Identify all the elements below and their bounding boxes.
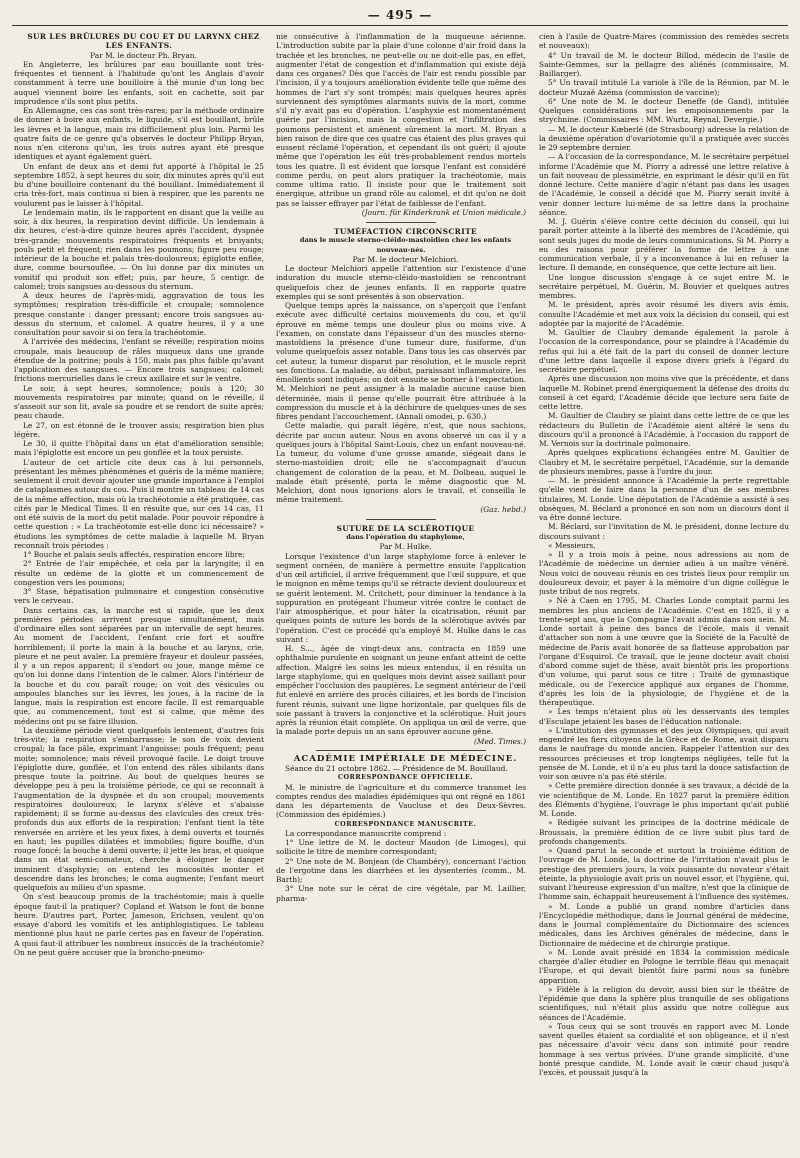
article-subtitle: dans le muscle sterno-cléido-mastoïdien chez les enfants nouveau-nés.	[299, 236, 512, 254]
paragraph: Le lendemain matin, ils le rapportent en disant que la veille au soir, à dix heures, la respiration devint difficile. Un lendemain à dix heures, c'est-à-dire quinze heures après l'accident, dyspnée très-grande; mouvements respiratoires fréquents et bruyants; pouls petit et fréquent; rien dans les poumons; figure peu rouge; intérieur de la bouche et palais très-douloureux; épiglotte enflée, dure, comme boursouflée. — On lui donne par dix minutes un vomitif qui produit son effet; puis, par heure, 5 centigr. de calomel; trois sangsues au-dessous du sternum.	[14, 207, 264, 291]
paragraph: M. le ministre de l'agriculture et du commerce transmet les comptes rendus des maladies épidémiques qui ont régné en 1861 dans les départements de Vaucluse et des Deux-Sèvres. (Commission des épidémies.)	[276, 782, 526, 820]
list-item: 1° Bouche et palais seuls affectés, respiration encore libre;	[23, 550, 246, 559]
column-1	[14, 32, 264, 1148]
paragraph: A l'arrivée des médecins, l'enfant se réveille; respiration moins croupale, mais beaucoup de râles muqueux dans une grande étendue de la poitrine; pouls à 150, mais pas plus faible qu'avant l'application des sangsues. — Encore trois sangsues; calomel; frictions mercurielles dans le creux axillaire et sur le ventre.	[14, 337, 264, 384]
paragraph: Après quelques explications échangées entre M. Gaultier de Claubry et M. le secrétaire perpétuel, l'Académie, sur la demande de plusieurs membres, passe à l'ordre du jour.	[539, 448, 789, 476]
list-item: 5° Un travail intitulé La variole à l'île de la Réunion, par M. le docteur Muzaë Azéma (commission de vaccine);	[539, 78, 789, 97]
speech-paragraph: » M. Londe avait présidé en 1834 la commission médicale chargée d'aller étudier en Pologne le terrible fléau qui menaçait l'Europe, et qui devait bientôt faire parmi nous sa funèbre apparition.	[539, 947, 789, 985]
paragraph: En Angleterre, les brûlures par eau bouillante sont très-fréquentes et tiennent à l'habitude qu'ont les Anglais d'avoir constamment à terre une bouilloire à thé munie d'un long bec auquel viennent boire les enfants, soit en cachette, soit par imprudence s'ils sont plus petits.	[14, 59, 264, 106]
list-item: 1° Une lettre de M. le docteur Maudon (de Limoges), qui sollicite le titre de membre correspondant;	[276, 838, 526, 857]
paragraph: En Allemagne, ces cas sont très-rares; par la méthode ordinaire de donner à boire aux enfants, le liquide, s'il est bouillant, brûle les lèvres et la langue, mais ira difficilement plus loin. Parmi les quatre faits de ce genre qu'a observés le docteur Philipp Bryan, nous n'en citerons qu'un, les trois autres ayant été presque identiques et ayant également guéri.	[14, 106, 264, 162]
paragraph: Le 30, il quitte l'hôpital dans un état d'amélioration sensible; mais l'épiglotte est encore un peu gonflée et la toux persiste.	[14, 439, 264, 458]
header-rule	[12, 25, 788, 26]
list-item: 3° Stase, hépatisation pulmonaire et congestion consécutive vers le cerveau.	[14, 587, 264, 606]
paragraph: H. S..., âgée de vingt-deux ans, contracta en 1859 une ophthalmie purulente en soignant un jeune enfant atteint de cette affection. Malgré les soins les mieux entendus, il en résulta un large staphylome, qui en quelques mois devint assez saillant pour empêcher l'occlusion des paupières. Le segment antérieur de l'œil fut enlevé en arrière des procès ciliaires, et les bords de l'incision furent réunis, suivant une ligne horizontale, par quelques fils de soie passant à travers la conjonctive et la sclérotique. Huit jours après la réunion était complète. On appliqua un œil de verre, que la malade porte depuis un an sans éprouver aucune gêne.	[276, 644, 526, 737]
paragraph: M. Gaultier de Claubry demande également la parole à l'occasion de la correspondance, pour se plaindre à l'Académie du refus qui lui a été fait de la part du conseil de donner lecture d'une lettre dans laquelle il expose divers griefs à l'égard du secrétaire perpétuel.	[539, 328, 789, 374]
speech-paragraph: » Les temps n'étaient plus où les desservants des temples d'Esculape jetaient les bases de l'éducation nationale.	[539, 707, 789, 726]
paragraph: Après une discussion non moins vive que la précédente, et dans laquelle M. Robinet prend énergiquement la défense des droits du conseil à cet égard, l'Académie décide que lecture sera faite de cette lettre.	[539, 374, 789, 411]
article-title-burns: SUR LES BRÛLURES DU COU ET DU LARYNX CHEZ LES ENFANTS.	[27, 32, 260, 51]
academy-heading: ACADÉMIE IMPÉRIALE DE MÉDECINE.	[293, 753, 518, 764]
list-item: 2° Entrée de l'air empêchée, et cela par la laryngite; il en résulte un œdème de la glotte et un commencement de congestion vers les poumons;	[14, 559, 264, 587]
paragraph: A deux heures de l'après-midi, aggravation de tous les symptômes; respiration très-difficile et croupale; somnolence presque constante : danger pressant; encore trois sangsues au-dessus du sternum, et calomel. A quatre heures, il y a une consultation pour savoir si on fera la trachéotomie.	[14, 291, 264, 337]
paragraph: Le soir, à sept heures, somnolence; pouls à 120; 30 mouvements respiratoires par minute; quand on le réveille, il s'asseoit sur son lit, avale sa poudre et se rendort de suite après; peau chaude.	[14, 383, 264, 421]
paragraph: Cette maladie, qui paraît légère, n'est, que nous sachions, décrite par aucun auteur. Nous en avons observé un cas il y a quelques jours à l'hôpital Saint-Louis, chez un enfant nouveau-né. La tumeur, du volume d'une grosse amande, siégeait dans le sterno-mastoïdien droit; elle ne s'accompagnait d'aucun changement de coloration de la peau, et M. Dolbeau, auquel le malade était présenté, porta le même diagnostic que M. Melchiori, dont nous ignorions alors le travail, et conseilla le même traitement.	[276, 421, 526, 505]
paragraph: cien à l'asile de Quatre-Mares (commission des remèdes secrets et nouveaux);	[539, 32, 789, 51]
paragraph: Une longue discussion s'engage à ce sujet entre M. le secrétaire perpétuel, M. Guérin, M. Bouvier et quelques autres membres.	[539, 272, 789, 300]
article-separator	[366, 222, 436, 223]
paragraph: nie consécutive à l'inflammation de la muqueuse aérienne. L'introduction subite par la plaie d'une colonne d'air froid dans la trachée et les bronches, ne peut-elle ou ne doit-elle pas, en effet, augmenter l'état de congestion et d'inflammation qui existe déjà dans ces organes? Dès que l'accès de l'air est rendu possible par l'incision, il y a toujours amélioration évidente telle que même des hommes de l'art s'y sont trompés; mais quelques heures après surviennent des symptômes alarmants suivis de la mort, comme s'il n'y avait pas eu d'opération. L'asphyxie est momentanément guérie par l'incision, mais la congestion et l'infiltration des poumons persistent et amènent sûrement la mort. M. Bryan a bien raison de dire que ces quatre cas étaient des plus graves qui eussent réclamé l'opération, et cependant ils ont guéri; il ajoute même que l'opération les eût très-probablement rendus mortels tous les quatre. Il est évident que lorsque l'enfant est considéré comme perdu, on peut alors pratiquer la trachéotomie, mais comme ultima ratio. Il insiste pour que le traitement soit énergique, attribue un grand rôle au calomel, et dit qu'on ne doit pas se laisser effrayer par l'état de faiblesse de l'enfant.	[276, 32, 526, 208]
list-item: 4° Un travail de M. le docteur Billod, médecin de l'asile de Sainte-Gemmes, sur la pellagre des aliénés (commissaire, M. Baillarger).	[539, 50, 789, 78]
source-citation: (Journ. für Kinderkrank et Union médicale.)	[361, 207, 526, 217]
speech-paragraph: » Né à Caen en 1795, M. Charles Londe comptait parmi les membres les plus anciens de l'Académie. C'est en 1825, il y a trente-sept ans, que la Compagnie l'avait admis dans son sein. M. Londe sortait à peine des bancs de l'école, mais il venait d'attacher son nom à une œuvre que la Société de la Faculté de médecine de Paris avait honorée de sa flatteuse approbation par l'organe d'Esquirol. Ce travail, que le jeune docteur avait choisi d'abord comme sujet de thèse, avait bientôt pris les proportions d'un volume, qui parut sous ce titre : Traité de gymnastique médicale, ou de l'exercice appliqué aux organes de l'homme, d'après les lois de la physiologie, de l'hygiène et de la thérapeutique.	[539, 596, 789, 707]
paragraph: M. Béclard, sur l'invitation de M. le président, donne lecture du discours suivant :	[539, 522, 789, 541]
paragraph: — M. le docteur Kœberlé (de Strasbourg) adresse la relation de la deuxième opération d'ovariotomie qu'il a pratiquée avec succès le 29 septembre dernier.	[539, 124, 789, 152]
article-title-suture: SUTURE DE LA SCLÉROTIQUE	[336, 523, 475, 533]
section-heading-manuscript: CORRESPONDANCE MANUSCRITE.	[334, 819, 477, 828]
speech-paragraph: » Quand parut la seconde et surtout la troisième édition de l'ouvrage de M. Londe, la doctrine de l'irritation n'avait plus le prestige des premiers jours, la voix puissante du novateur s'était éteinte, la physiologie avait pris un nouvel essor, et l'hygiène, qui, suivant l'heureuse expression d'un maître, n'est que la clinique de l'homme sain, échappait heureusement à l'influence des systèmes.	[539, 846, 789, 902]
speech-paragraph: » M. Londe a publié un grand nombre d'articles dans l'Encyclopédie méthodique, dans le Journal général de médecine, dans le Journal complémentaire du Dictionnaire des sciences médicales, dans les Archives générales de médecine, dans le Dictionnaire de médecine et de chirurgie pratique.	[539, 901, 789, 948]
column-3	[539, 32, 789, 1148]
paragraph: On s'est beaucoup promis de la trachéotomie; mais à quelle époque faut-il la pratiquer? Copland et Watson le font de bonne heure. D'autres part, Porter, Jameson, Erichsen, veulent qu'on essaye d'abord les vomitifs et les antiphlogistiques. Le tableau mentionné plus haut ne parle certes pas en faveur de l'opération. A quoi faut-il attribuer les nombreux insuccès de la trachéotomie? On ne peut guère accuser que la broncho-pneumo-	[14, 892, 264, 957]
list-item: 6° Une note de M. le docteur Deneffe (de Gand), intitulée Quelques considérations sur les empoisonnements par la strychnine. (Commissaires : MM. Wurtz, Reynal, Devergie.)	[539, 96, 789, 125]
speech-paragraph: » Cette première direction donnée à ses travaux, a décidé de la vie scientifique de M. Londe. En 1827 parut la première édition des Éléments d'hygiène, l'ouvrage le plus important qu'ait publié M. Londe.	[539, 781, 789, 818]
list-item: 3° Une note sur le cérat de cire végétale, par M. Laillier, pharma-	[276, 884, 526, 903]
paragraph: Lorsque l'existence d'un large staphylome force à enlever le segment cornéen, de manière à permettre ensuite l'application d'un œil artificiel, il arrive fréquemment que l'œil suppure, et que le moignon en même temps qu'il se rétracte devient douloureux et se guérit lentement. M. Critchett, pour diminuer la tendance à la suppuration en protégeant l'humeur vitrée contre le contact de l'air atmosphérique, et pour hâter la cicatrisation, réunit par quelques points de suture les bords de la sclérotique avivés par l'opération. C'est ce procédé qu'a employé M. Hulke dans le cas suivant :	[276, 551, 526, 644]
speech-paragraph: » Tous ceux qui se sont trouvés en rapport avec M. Londe savent quelles étaient sa cordialité et son obligeance, et il n'est pas nécessaire d'avoir vécu dans son intimité pour rendre hommage à ses vertus privées. D'une grande simplicité, d'une bonté presque candide, M. Londe avait le cœur chaud jusqu'à l'excès, et poussait jusqu'à la	[539, 1021, 789, 1077]
paragraph: L'auteur de cet article cite deux cas à lui personnels, présentant les mêmes phénomènes et guéris de la même manière; seulement il croit devoir ajouter une grande importance à l'emploi de cataplasmes autour du cou. Puis il montre un tableau de 14 cas de la même affection, mais où la trachéotomie a été pratiquée, cas cités par le Medical Times. Il en résulte que, sur ces 14 cas, 11 ont été suivis de la mort du petit malade. Pour pouvoir répondre à cette question : « La trachéotomie est-elle donc ici nécessaire? » étudions les symptômes de cette maladie à laquelle M. Bryan reconnaît trois périodes :	[14, 457, 264, 550]
speech-paragraph: » L'institution des gymnases et des jeux Olympiques, qui avait engendré les fiers citoyens de la Grèce et de Rome, avait disparu dans le naufrage du monde ancien. Rappeler l'attention sur des ressources précieuses et trop longtemps négligées, telle fut la pensée de M. Londe, et il n'a eu plus tard la douce satisfaction de voir son œuvre n'a pas été stérile.	[539, 725, 789, 781]
section-separator	[316, 750, 486, 751]
source-citation: (Gaz. hebd.)	[480, 504, 526, 514]
paragraph: Le 27, on est étonné de le trouver assis; respiration bien plus légère.	[14, 420, 264, 439]
paragraph: Dans certains cas, la marche est si rapide, que les deux premières périodes arrivent presque simultanément, mais d'ordinaire elles sont séparées par un intervalle de sept heures. Au moment de l'accident, l'enfant crie fort et souffre horriblement; il porte la main à la bouche et au larynx, crie, pleure et ne peut avaler. La première frayeur et douleur passées, il y a un repos apparent; il s'endort ou joue, mange même ce qu'on lui donne dans l'intention de le calmer. Alors l'intérieur de la bouche et du cou paraît rouge; on voit des vésicules ou ampoules blanches sur les lèvres, les joues, à la racine de la langue, mais la respiration est encore facile. Il est remarquable que, au commencement, tout est si calme, que même des médecins ont pu se faire illusion.	[14, 605, 264, 726]
section-heading-official: CORRESPONDANCE OFFICIELLE.	[337, 773, 474, 782]
speech-paragraph: » Rédigée suivant les principes de la doctrine médicale de Broussais, la première édition de ce livre subit plus tard de profonds changements.	[539, 818, 789, 846]
paragraph: — A l'occasion de la correspondance, M. le secrétaire perpétuel informe l'Académie que M. Piorry a adressé une lettre relative à un fait nouveau de plessimétrie, en exprimant le désir qu'il en fût donné lecture. Cette manière d'agir n'étant pas dans les usages de l'Académie, le conseil a décidé que M. Piorry serait invité à venir donner lecture lui-même de sa lettre dans la prochaine séance.	[539, 152, 789, 217]
source-citation: (Med. Times.)	[474, 736, 526, 746]
paragraph: M. le président, après avoir résumé les divers avis émis, consulte l'Académie et met aux voix la décision du conseil, qui est adoptée par la majorité de l'Académie.	[539, 300, 789, 328]
speech-paragraph: « Messieurs,	[548, 540, 596, 550]
paragraph: La deuxième période vient quelquefois lentement, d'autres fois très-vite; la respiration s'embarrasse; le son de voix devient croupal; la face pâle, exprimant l'angoisse; pouls fréquent; peau moite; somnolence; mais réveil provoqué facile. Le doigt trouve l'épiglotte dure, gonflée, et l'on entend des râles sibilants dans presque toute la poitrine. Au bout de quelques heures se développe peu à peu la troisième période, ce qui se reconnaît à l'augmentation de la dyspnée et du son croupal; mouvements respiratoires douloureux; le larynx s'élève et s'abaisse rapidement; il se forme au-dessus des clavicules des creux très-profonds dus aux efforts de la respiration; l'enfant tient la tête renversée en arrière et les yeux fixes, à demi ouverts et tournés en haut; les pupilles dilatées et immobiles; figure bouffie, d'un rouge foncé; la bouche à demi ouverte; il jette les bras, et quoique dans un état semi-comateux, cherche à éloigner le danger imminent d'asphyxie; on entend les mucosités monter et descendre dans les bronches; le coma augmente; l'enfant meurt quelquefois au milieu d'un spasme.	[14, 725, 264, 892]
paragraph: Le docteur Melchiori appelle l'attention sur l'existence d'une induration du muscle sterno-cléido-mastoïdien se rencontrant quelquefois chez de jeunes enfants. Il en rapporte quatre exemples qui se sont présentés à son observation.	[276, 264, 526, 301]
article-byline-hulke: Par M. Hulke.	[379, 542, 432, 552]
article-title-tumefaction: TUMÉFACTION CIRCONSCRITE	[333, 227, 478, 236]
paragraph: M. J. Guérin s'élève contre cette décision du conseil, qui lui paraît porter atteinte à la liberté des membres de l'Académie, qui sont seuls juges du mode de leurs communications. Si M. Piorry a eu des raisons pour préférer la forme de lettre à une communication verbale, il y a inconvenance à lui en refuser la lecture. Il demande, en conséquence, que cette lecture ait lieu.	[539, 217, 789, 273]
list-item: 2° Une note de M. Bonjean (de Chambéry), concernant l'action de l'ergotine dans les diarrhées et les dysenteries (comm., M. Barth);	[276, 856, 526, 884]
column-2	[276, 32, 526, 1148]
article-byline-bryan: Par M. le docteur Ph. Bryan.	[90, 50, 197, 60]
page-number: — 495 —	[367, 8, 433, 22]
seance-line: Séance du 21 octobre 1862. — Présidence de M. Bouillaud.	[285, 764, 508, 773]
paragraph: La correspondance manuscrite comprend :	[285, 828, 447, 838]
article-byline-melchiori: Par M. le docteur Melchiori.	[352, 254, 459, 264]
paragraph: Un enfant de deux ans et demi fut apporté à l'hôpital le 25 septembre 1852, à sept heures du soir, dix minutes après qu'il eut bu d'une bouilloire contenant du thé bouillant. Immédiatement il cria très-fort, mais continua si bien à respirer, que les parents ne voulurent pas le laisser à l'hôpital.	[14, 161, 264, 208]
article-subtitle: dans l'opération du staphylome,	[346, 533, 465, 541]
paragraph: — M. le président annonce à l'Académie la perte regrettable qu'elle vient de faire dans la personne d'un de ses membres titulaires, M. Londe. Une députation de l'Académie a assisté à ses obsèques, M. Béclard a prononcé en son nom un discours dont il va être donné lecture.	[539, 476, 789, 522]
speech-paragraph: » Fidèle à la religion du devoir, aussi bien sur le théâtre de l'épidémie que dans la sphère plus tranquille de ses obligations scientifiques, nul n'était plus assidu que notre collègue aux séances de l'Académie.	[539, 984, 789, 1022]
paragraph: M. Gaultier de Claubry se plaint dans cette lettre de ce que les rédacteurs du Bulletin de l'Académie aient altéré le sens du discours qu'il a prononcé à l'Académie, à l'occasion du rapport de M. Vernois sur la doctrinale pulmonaire.	[539, 411, 789, 448]
speech-paragraph: » Il y a trois mois à peine, nous adressions au nom de l'Académie de médecine un dernier adieu à un maître vénéré. Nous voici de nouveau réunis en ces tristes lieux pour remplir un douloureux devoir, et payer à la mémoire d'un digne collègue le juste tribut de nos regrets.	[539, 550, 789, 596]
paragraph: Quelque temps après la naissance, on s'aperçoit que l'enfant exécute avec difficulté certains mouvements du cou, et qu'il éprouve en même temps une douleur plus ou moins vive. A l'examen, on constate dans l'épaisseur d'un des muscles sterno-mastoïdiens la présence d'une tumeur dure, fusiforme, d'un volume quelquefois assez notable. Dans tous les cas observés par cet auteur, la tumeur disparut par résolution, et le muscle reprit ses fonctions. La maladie, au début, paraissant inflammatoire, les émollients sont indiqués; on doit ensuite se borner à l'expectation. M. Melchiori ne peut assigner à la maladie aucune cause bien déterminée, mais il pense qu'elle pourrait être attribuée à la compression du muscle et à la déchirure de quelques-unes de ses fibres pendant l'accouchement. (Annali omodei, p. 630.)	[276, 301, 526, 421]
article-separator	[366, 519, 436, 520]
